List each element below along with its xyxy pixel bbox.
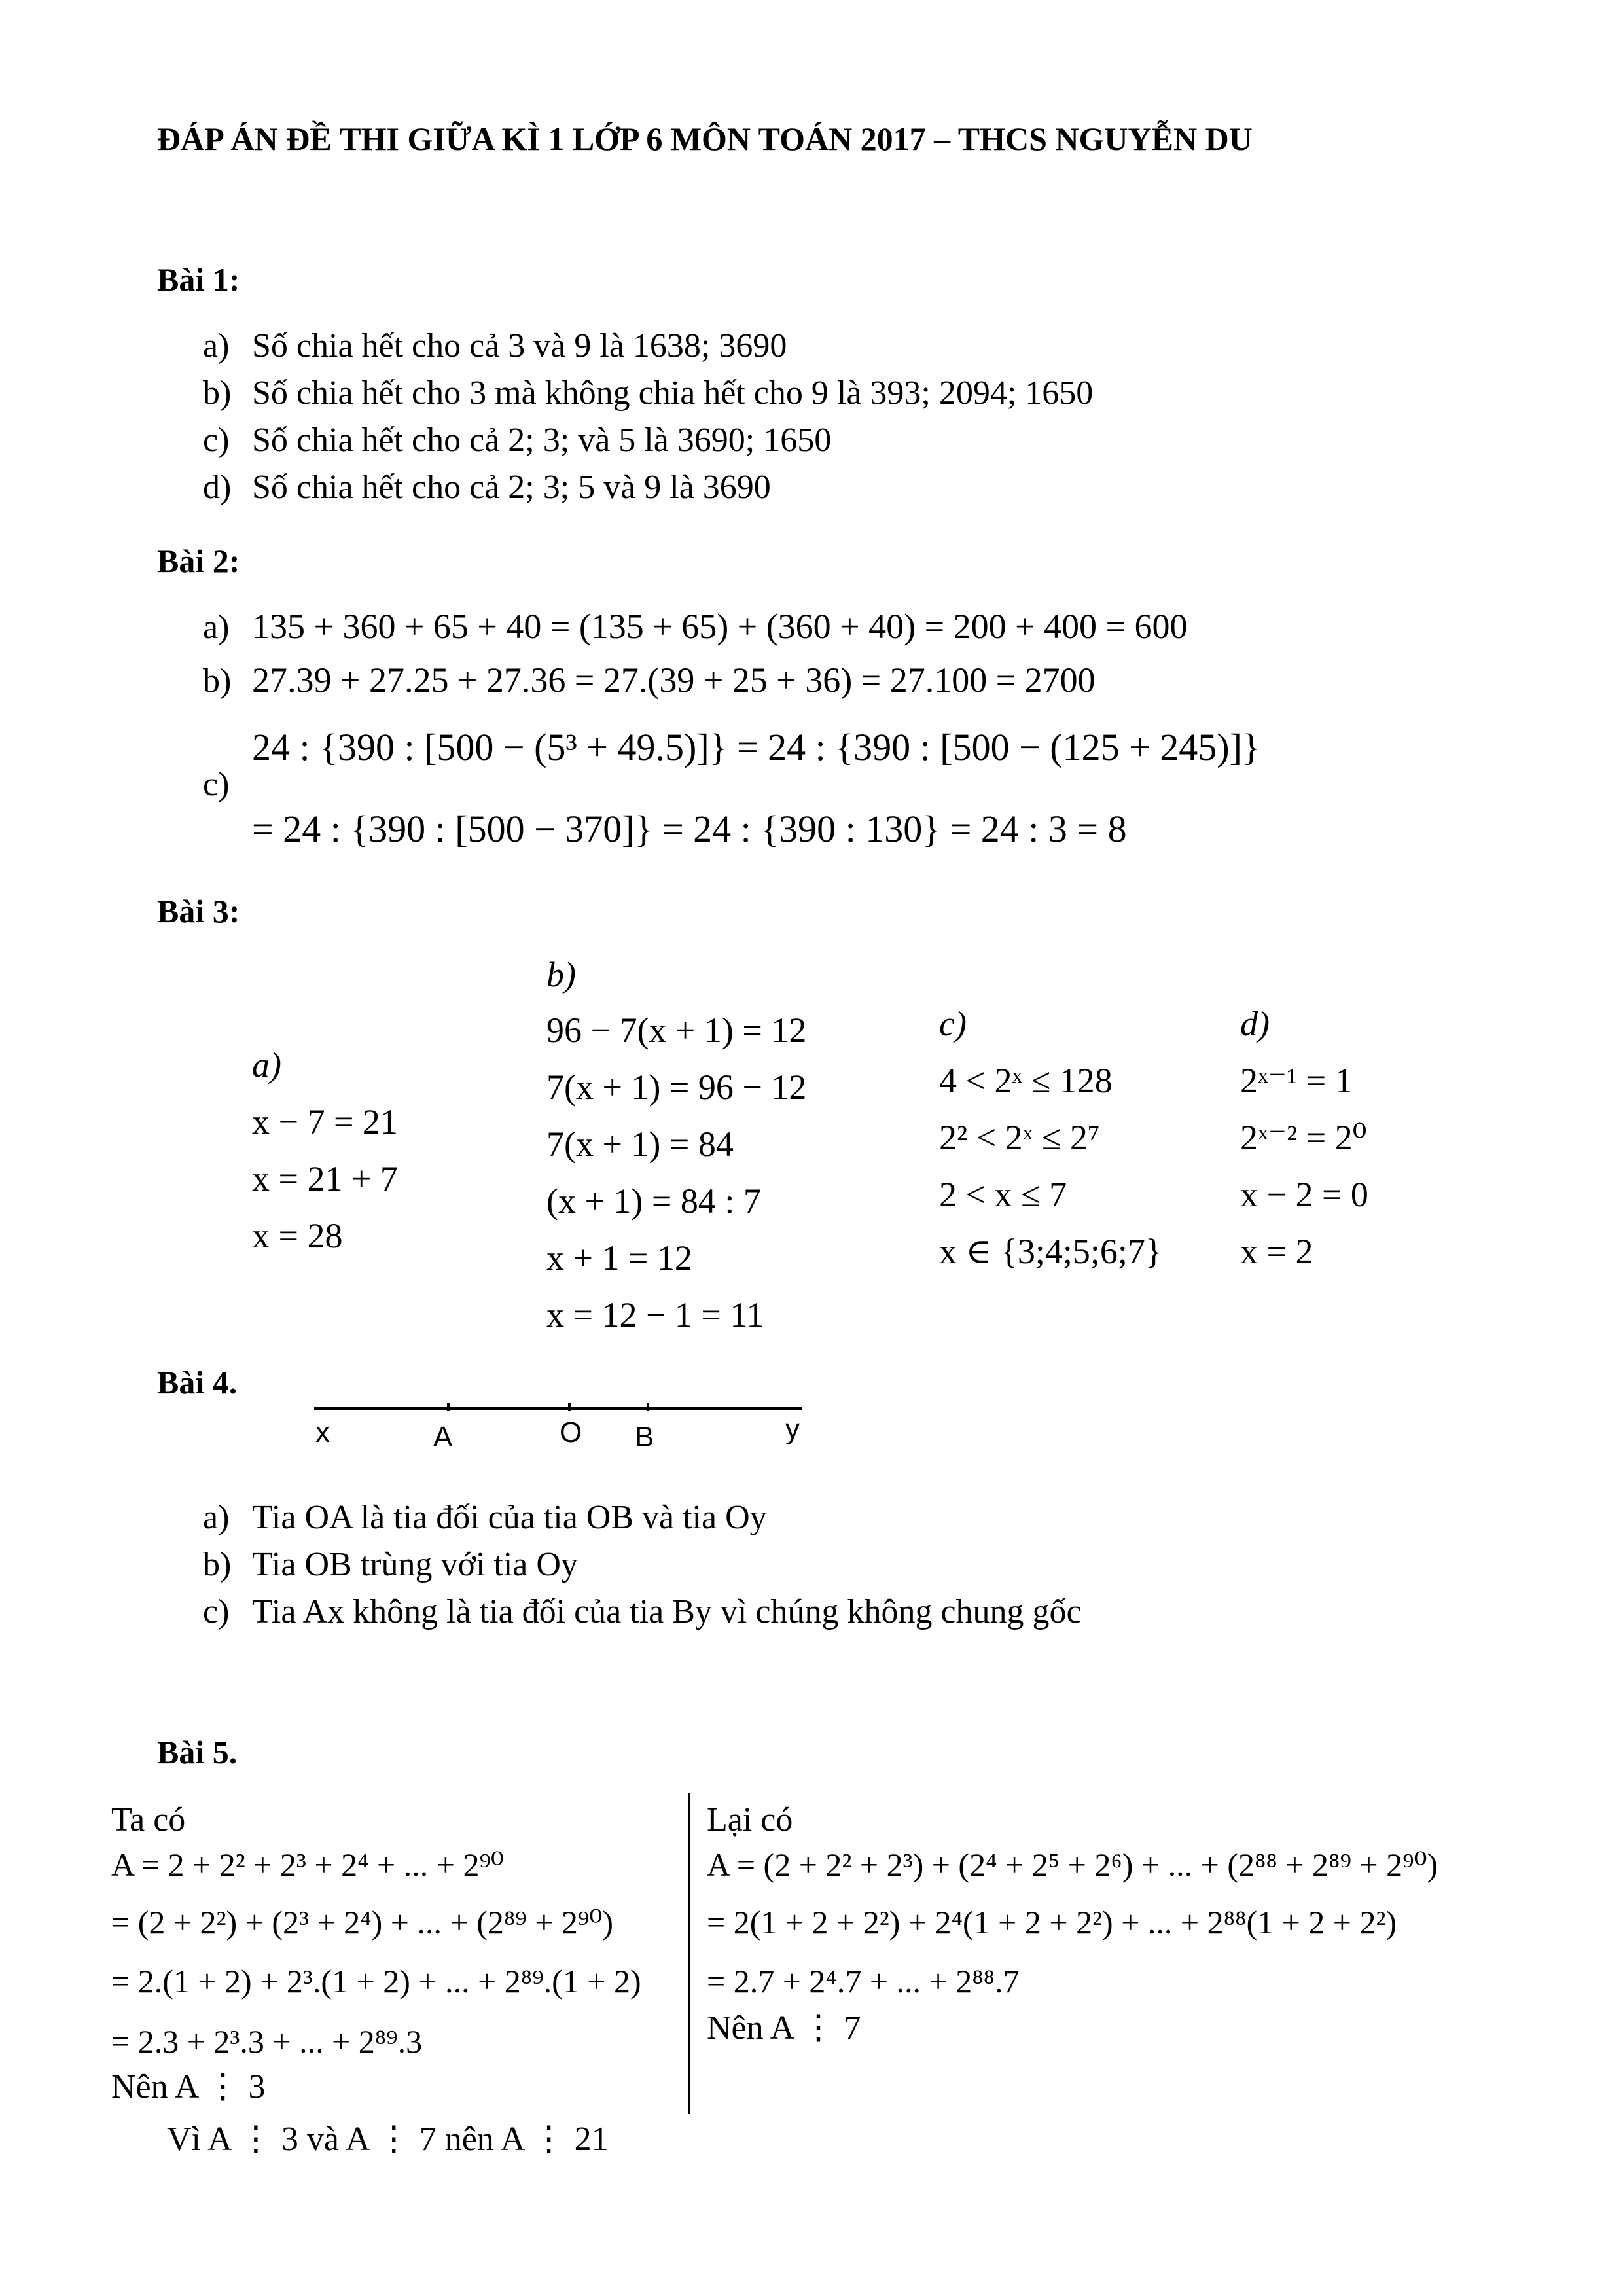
bai1-item-c: Số chia hết cho cả 2; 3; và 5 là 3690; 1650 bbox=[252, 422, 832, 459]
bai5-divider bbox=[688, 1793, 690, 2114]
bai1-heading: Bài 1: bbox=[157, 261, 240, 298]
bai4-item-c: Tia Ax không là tia đối của tia By vì chúng không chung gốc bbox=[252, 1593, 1082, 1630]
bai3-b-line4: (x + 1) = 84 : 7 bbox=[546, 1181, 761, 1221]
bai5-left-conclusion: Nên A ⋮ 3 bbox=[111, 2068, 266, 2106]
bai1-item-c-label: c) bbox=[203, 422, 230, 459]
ray-label-a: A bbox=[433, 1421, 453, 1453]
bai1-item-b-label: b) bbox=[203, 374, 232, 412]
bai5-right-conclusion: Nên A ⋮ 7 bbox=[707, 2009, 861, 2047]
bai3-c-line4: x ∈ {3;4;5;6;7} bbox=[939, 1232, 1162, 1271]
bai5-right-line1: A = (2 + 2² + 2³) + (2⁴ + 2⁵ + 2⁶) + ... + (2⁸⁸ + 2⁸⁹ + 2⁹⁰) bbox=[707, 1846, 1438, 1883]
bai4-heading: Bài 4. bbox=[157, 1364, 238, 1401]
bai3-a-line3: x = 28 bbox=[252, 1216, 343, 1255]
bai1-item-a-label: a) bbox=[203, 327, 230, 365]
bai3-b-label: b) bbox=[546, 955, 576, 994]
bai3-d-line4: x = 2 bbox=[1240, 1232, 1313, 1271]
ray-label-o: O bbox=[560, 1416, 582, 1448]
ray-label-y: y bbox=[785, 1413, 800, 1445]
bai1-item-a: Số chia hết cho cả 3 và 9 là 1638; 3690 bbox=[252, 327, 787, 365]
bai3-c-line2: 2² < 2ˣ ≤ 2⁷ bbox=[939, 1118, 1100, 1157]
bai2-c-line2: = 24 : {390 : [500 − 370]} = 24 : {390 : 130} = 24 : 3 = 8 bbox=[252, 808, 1127, 850]
bai1-item-d: Số chia hết cho cả 2; 3; 5 và 9 là 3690 bbox=[252, 469, 771, 506]
bai5-left-line2: = (2 + 2²) + (2³ + 2⁴) + ... + (2⁸⁹ + 2⁹⁰) bbox=[111, 1904, 614, 1941]
bai1-item-b: Số chia hết cho 3 mà không chia hết cho 9 là 393; 2094; 1650 bbox=[252, 374, 1094, 412]
bai5-right-line2: = 2(1 + 2 + 2²) + 2⁴(1 + 2 + 2²) + ... + 2⁸⁸(1 + 2 + 2²) bbox=[707, 1904, 1397, 1941]
bai5-right-line3: = 2.7 + 2⁴.7 + ... + 2⁸⁸.7 bbox=[707, 1963, 1020, 2000]
bai2-c-line1: 24 : {390 : [500 − (5³ + 49.5)]} = 24 : {390 : [500 − (125 + 245)]} bbox=[252, 726, 1260, 768]
bai3-d-line3: x − 2 = 0 bbox=[1240, 1175, 1368, 1214]
bai3-a-label: a) bbox=[252, 1045, 281, 1085]
bai1-item-d-label: d) bbox=[203, 469, 232, 506]
bai3-b-line1: 96 − 7(x + 1) = 12 bbox=[546, 1011, 807, 1050]
bai5-left-intro: Ta có bbox=[111, 1801, 186, 1839]
bai2-c-label: c) bbox=[203, 766, 230, 803]
point-a-mark bbox=[447, 1403, 450, 1411]
bai3-d-line2: 2ˣ⁻² = 2⁰ bbox=[1240, 1118, 1367, 1157]
bai3-c-label: c) bbox=[939, 1004, 967, 1043]
bai3-a-line1: x − 7 = 21 bbox=[252, 1102, 398, 1141]
bai5-heading: Bài 5. bbox=[157, 1734, 238, 1770]
bai5-left-line3: = 2.(1 + 2) + 2³.(1 + 2) + ... + 2⁸⁹.(1 + 2) bbox=[111, 1963, 641, 2000]
bai3-b-line2: 7(x + 1) = 96 − 12 bbox=[546, 1067, 807, 1107]
bai4-item-a: Tia OA là tia đối của tia OB và tia Oy bbox=[252, 1499, 767, 1536]
bai4-item-b-label: b) bbox=[203, 1546, 232, 1583]
bai3-b-line3: 7(x + 1) = 84 bbox=[546, 1124, 734, 1164]
bai3-b-line5: x + 1 = 12 bbox=[546, 1238, 692, 1278]
bai3-d-label: d) bbox=[1240, 1004, 1270, 1043]
point-o-mark bbox=[568, 1403, 571, 1411]
ray-line bbox=[314, 1407, 802, 1410]
point-b-mark bbox=[647, 1403, 649, 1411]
page-title: ĐÁP ÁN ĐỀ THI GIỮA KÌ 1 LỚP 6 MÔN TOÁN 2017 – THCS NGUYỄN DU bbox=[157, 120, 1253, 157]
bai2-a-label: a) bbox=[203, 609, 230, 646]
bai3-c-line1: 4 < 2ˣ ≤ 128 bbox=[939, 1061, 1113, 1100]
bai3-heading: Bài 3: bbox=[157, 893, 240, 929]
ray-label-b: B bbox=[635, 1421, 654, 1453]
bai2-heading: Bài 2: bbox=[157, 543, 240, 579]
bai4-item-b: Tia OB trùng với tia Oy bbox=[252, 1546, 578, 1583]
bai5-right-intro: Lại có bbox=[707, 1801, 793, 1839]
bai5-left-line1: A = 2 + 2² + 2³ + 2⁴ + ... + 2⁹⁰ bbox=[111, 1846, 504, 1883]
bai3-d-line1: 2ˣ⁻¹ = 1 bbox=[1240, 1061, 1353, 1100]
bai5-left-line4: = 2.3 + 2³.3 + ... + 2⁸⁹.3 bbox=[111, 2023, 423, 2060]
bai3-b-line6: x = 12 − 1 = 11 bbox=[546, 1295, 764, 1335]
bai3-c-line3: 2 < x ≤ 7 bbox=[939, 1175, 1067, 1214]
bai4-item-a-label: a) bbox=[203, 1499, 230, 1536]
bai2-a-expression: 135 + 360 + 65 + 40 = (135 + 65) + (360 + 40) = 200 + 400 = 600 bbox=[252, 607, 1188, 646]
bai2-b-label: b) bbox=[203, 662, 232, 700]
bai2-b-expression: 27.39 + 27.25 + 27.36 = 27.(39 + 25 + 36) = 27.100 = 2700 bbox=[252, 660, 1096, 700]
bai4-item-c-label: c) bbox=[203, 1593, 230, 1630]
bai5-final-conclusion: Vì A ⋮ 3 và A ⋮ 7 nên A ⋮ 21 bbox=[167, 2121, 609, 2158]
ray-label-x: x bbox=[315, 1416, 330, 1448]
bai3-a-line2: x = 21 + 7 bbox=[252, 1159, 398, 1198]
